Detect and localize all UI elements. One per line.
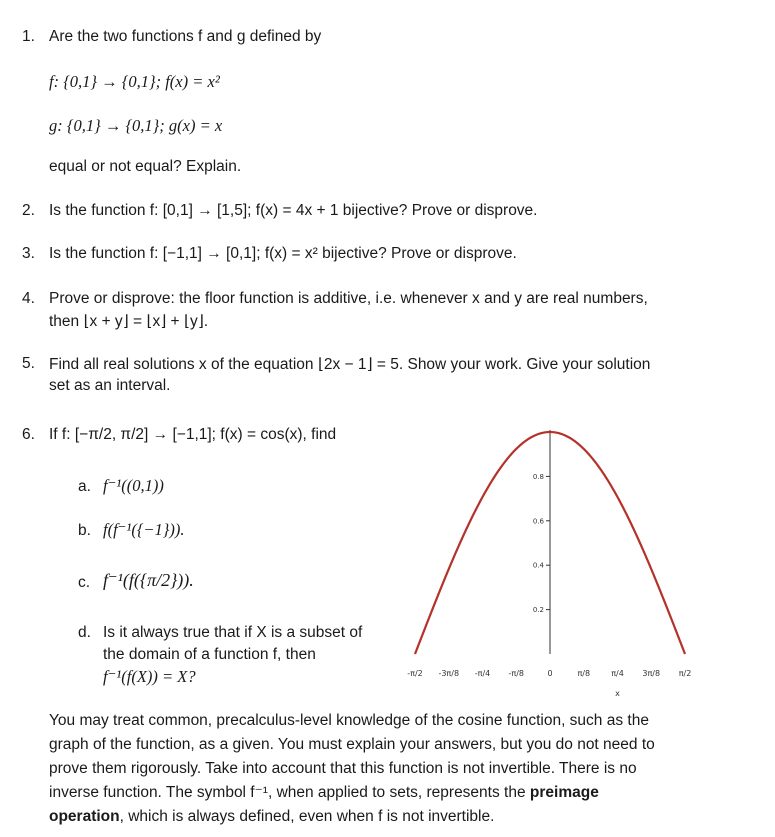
x-tick-label: π/8 [577, 669, 591, 678]
y-tick-label: 0.6 [532, 517, 544, 526]
q6-c-label: c. [78, 574, 91, 591]
cosine-graph [400, 418, 700, 700]
q1-g-definition: g: {0,1} → {0,1}; g(x) = x [49, 116, 223, 135]
q6-b-label: b. [78, 522, 91, 539]
q6-note-line5-text: , which is always defined, even when f is not invertible. [119, 808, 495, 825]
q6-a-label: a. [78, 478, 91, 495]
x-tick-label: -π/8 [508, 669, 524, 678]
q4-line1: Prove or disprove: the floor function is additive, i.e. whenever x and y are real numbers, [49, 290, 648, 307]
q6-b-expression: f(f⁻¹({−1})). [103, 520, 185, 539]
q1-text: Are the two functions f and g defined by [49, 28, 322, 45]
x-tick-label: π/4 [611, 669, 624, 678]
x-tick-label: -3π/8 [438, 669, 460, 678]
x-tick-label: -π/4 [474, 669, 491, 678]
q5-line1: Find all real solutions x of the equation ⌊2x − 1⌋ = 5. Show your work. Give your solution [49, 356, 651, 373]
q6-text: If f: [−π/2, π/2] → [−1,1]; f(x) = cos(x), find [49, 426, 337, 443]
q3-text: Is the function f: [−1,1] → [0,1]; f(x) = x² bijective? Prove or disprove. [49, 245, 517, 262]
q6-d-line2: the domain of a function f, then [103, 646, 316, 663]
y-tick-label: 0.2 [532, 606, 544, 615]
x-tick-label: 0 [547, 669, 553, 678]
q5-number: 5. [22, 355, 35, 372]
q6-note [49, 709, 729, 829]
q1-tail: equal or not equal? Explain. [49, 158, 242, 175]
q6-c-expression: f⁻¹(f({π/2})). [103, 570, 194, 590]
q6-note-line4-text: inverse function. The symbol f⁻¹, when applied to sets, represents the [49, 784, 526, 801]
x-tick-label: π/2 [678, 669, 692, 678]
x-tick-label: 3π/8 [642, 669, 661, 678]
q5-line2: set as an interval. [49, 377, 171, 394]
y-tick-label: 0.4 [532, 561, 544, 570]
q2-number: 2. [22, 202, 35, 219]
q4-number: 4. [22, 290, 35, 307]
x-axis-label: x [615, 689, 620, 698]
q6-d-label: d. [78, 624, 91, 641]
operation-term: operation [49, 808, 120, 825]
q6-number: 6. [22, 426, 35, 443]
q6-note-line2: graph of the function, as a given. You must explain your answers, but you do not need to [49, 736, 655, 753]
q6-note-line4 [49, 781, 729, 805]
x-tick-label: -π/2 [407, 669, 423, 678]
q2-text: Is the function f: [0,1] → [1,5]; f(x) = 4x + 1 bijective? Prove or disprove. [49, 202, 538, 219]
q6-d-line1: Is it always true that if X is a subset of [103, 624, 363, 641]
q3-number: 3. [22, 245, 35, 262]
preimage-term: preimage [529, 784, 599, 801]
q1-f-definition: f: {0,1} → {0,1}; f(x) = x² [49, 72, 220, 91]
q6-note-line1: You may treat common, precalculus-level knowledge of the cosine function, such as the [49, 712, 649, 729]
y-tick-label: 0.8 [532, 472, 544, 481]
q6-a-expression: f⁻¹((0,1)) [103, 476, 164, 495]
q4-line2: then ⌊x + y⌋ = ⌊x⌋ + ⌊y⌋. [49, 313, 209, 330]
q6-note-line3: prove them rigorously. Take into account that this function is not invertible. There is no [49, 760, 637, 777]
q1-number: 1. [22, 28, 35, 45]
q6-d-line3: f⁻¹(f(X)) = X? [103, 667, 196, 686]
q6-note-line5 [49, 805, 729, 829]
